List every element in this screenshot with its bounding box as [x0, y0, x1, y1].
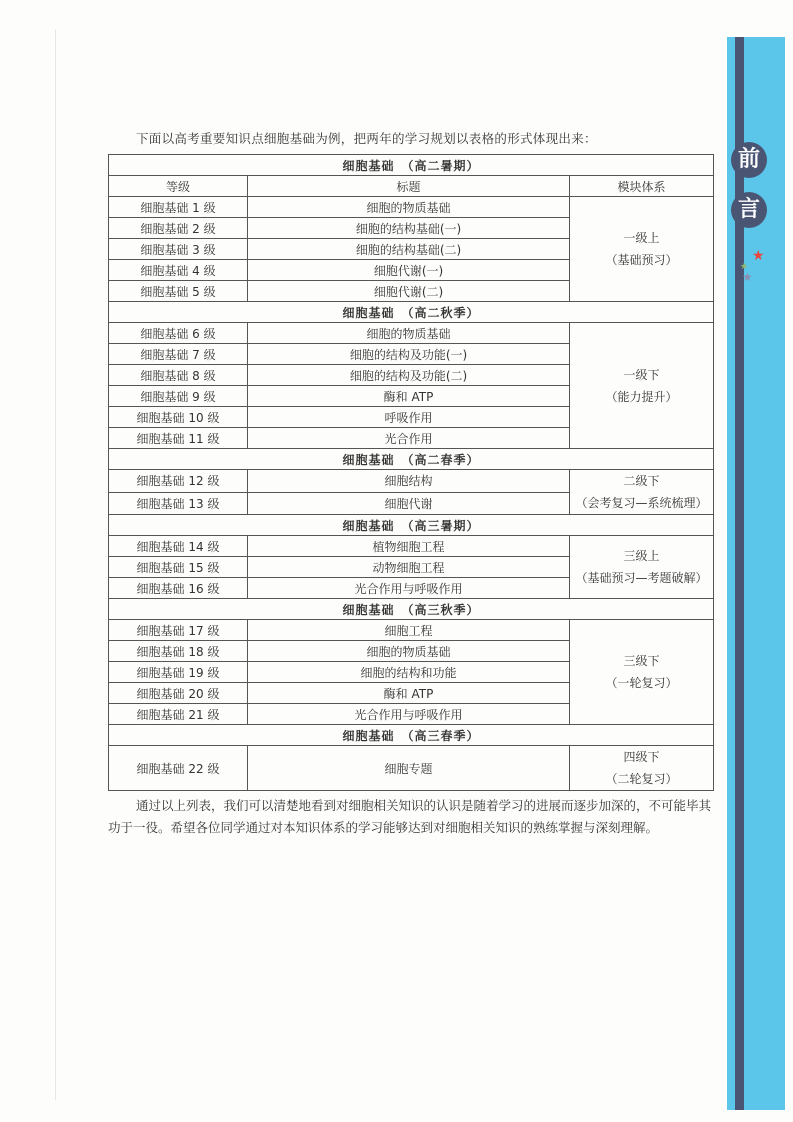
- title-cell: 细胞的物质基础: [248, 641, 570, 662]
- table-row: [109, 197, 714, 218]
- level-cell: 细胞基础 1 级: [109, 197, 248, 218]
- title-cell: 酶和 ATP: [248, 683, 570, 704]
- title-cell: 细胞的物质基础: [248, 323, 570, 344]
- module-cell: [570, 536, 714, 599]
- module-text: 三级上: [623, 549, 660, 563]
- section-header-row: [109, 155, 714, 176]
- module-text: 三级下: [623, 654, 660, 668]
- title-cell: 细胞的结构及功能(一): [248, 344, 570, 365]
- title-cell: 酶和 ATP: [248, 386, 570, 407]
- star-icon: ★: [740, 262, 749, 272]
- preface-char-1: 前: [731, 142, 767, 178]
- section-title: 细胞基础 （高二春季）: [109, 449, 714, 470]
- title-cell: 细胞的结构及功能(二): [248, 365, 570, 386]
- level-cell: 细胞基础 2 级: [109, 218, 248, 239]
- section-title: 细胞基础 （高三暑期）: [109, 515, 714, 536]
- level-cell: 细胞基础 9 级: [109, 386, 248, 407]
- table-row: [109, 470, 714, 493]
- module-cell: [570, 746, 714, 791]
- level-cell: 细胞基础 21 级: [109, 704, 248, 725]
- level-cell: 细胞基础 3 级: [109, 239, 248, 260]
- module-text: 一级下: [623, 367, 660, 382]
- level-cell: 细胞基础 10 级: [109, 407, 248, 428]
- module-text: （基础预习）: [605, 253, 678, 267]
- module-text: （能力提升）: [605, 389, 678, 404]
- level-cell: 细胞基础 6 级: [109, 323, 248, 344]
- section-title: 细胞基础 （高二秋季）: [109, 302, 714, 323]
- level-cell: 细胞基础 15 级: [109, 557, 248, 578]
- level-cell: 细胞基础 4 级: [109, 260, 248, 281]
- preface-char-2: 言: [731, 192, 767, 228]
- title-cell: 细胞代谢: [248, 492, 570, 515]
- module-cell: [570, 620, 714, 725]
- study-plan-table: [108, 154, 714, 791]
- title-cell: 细胞结构: [248, 470, 570, 493]
- column-header-row: [109, 176, 714, 197]
- table-row: [109, 746, 714, 791]
- title-cell: 细胞工程: [248, 620, 570, 641]
- title-cell: 光合作用与呼吸作用: [248, 578, 570, 599]
- column-header: 模块体系: [570, 176, 714, 197]
- margin-line: [55, 30, 56, 1100]
- level-cell: 细胞基础 8 级: [109, 365, 248, 386]
- module-text: （二轮复习）: [605, 772, 678, 786]
- level-cell: 细胞基础 13 级: [109, 492, 248, 515]
- title-cell: 呼吸作用: [248, 407, 570, 428]
- module-text: 二级下: [623, 474, 660, 488]
- level-cell: 细胞基础 19 级: [109, 662, 248, 683]
- module-cell: [570, 197, 714, 302]
- title-cell: 细胞代谢(一): [248, 260, 570, 281]
- table-row: [109, 323, 714, 344]
- title-cell: 光合作用: [248, 428, 570, 449]
- module-text: 一级上: [623, 231, 660, 245]
- level-cell: 细胞基础 16 级: [109, 578, 248, 599]
- section-header-row: [109, 515, 714, 536]
- title-cell: 细胞代谢(二): [248, 281, 570, 302]
- title-cell: 光合作用与呼吸作用: [248, 704, 570, 725]
- title-cell: 细胞的物质基础: [248, 197, 570, 218]
- level-cell: 细胞基础 18 级: [109, 641, 248, 662]
- module-text: （一轮复习）: [605, 676, 678, 690]
- column-header: 等级: [109, 176, 248, 197]
- level-cell: 细胞基础 7 级: [109, 344, 248, 365]
- module-text: （会考复习—系统梳理）: [575, 496, 708, 510]
- section-title: 细胞基础 （高二暑期）: [109, 155, 714, 176]
- section-title: 细胞基础 （高三春季）: [109, 725, 714, 746]
- level-cell: 细胞基础 20 级: [109, 683, 248, 704]
- title-cell: 细胞专题: [248, 746, 570, 791]
- section-header-row: [109, 449, 714, 470]
- title-cell: 植物细胞工程: [248, 536, 570, 557]
- level-cell: 细胞基础 17 级: [109, 620, 248, 641]
- level-cell: 细胞基础 12 级: [109, 470, 248, 493]
- section-header-row: [109, 725, 714, 746]
- level-cell: 细胞基础 11 级: [109, 428, 248, 449]
- section-header-row: [109, 302, 714, 323]
- table-row: [109, 620, 714, 641]
- star-icon: ★: [752, 248, 765, 264]
- level-cell: 细胞基础 5 级: [109, 281, 248, 302]
- intro-paragraph: 下面以高考重要知识点细胞基础为例，把两年的学习规划以表格的形式体现出来：: [136, 131, 597, 146]
- module-text: 四级下: [623, 750, 660, 764]
- section-header-row: [109, 599, 714, 620]
- module-cell: [570, 470, 714, 515]
- title-cell: 细胞的结构和功能: [248, 662, 570, 683]
- title-cell: 动物细胞工程: [248, 557, 570, 578]
- title-cell: 细胞的结构基础(二): [248, 239, 570, 260]
- level-cell: 细胞基础 22 级: [109, 746, 248, 791]
- module-text: （基础预习—考题破解）: [575, 571, 708, 585]
- level-cell: 细胞基础 14 级: [109, 536, 248, 557]
- conclusion-paragraph: 通过以上列表，我们可以清楚地看到对细胞相关知识的认识是随着学习的进展而逐步加深的，不可能毕其功于一役。希望各位同学通过对本知识体系的学习能够达到对细胞相关知识的熟练掌握与深刻理解。: [108, 798, 712, 835]
- title-cell: 细胞的结构基础(一): [248, 218, 570, 239]
- table-row: [109, 536, 714, 557]
- star-icon: ★: [742, 270, 753, 284]
- module-cell: [570, 323, 714, 449]
- section-title: 细胞基础 （高三秋季）: [109, 599, 714, 620]
- column-header: 标题: [248, 176, 570, 197]
